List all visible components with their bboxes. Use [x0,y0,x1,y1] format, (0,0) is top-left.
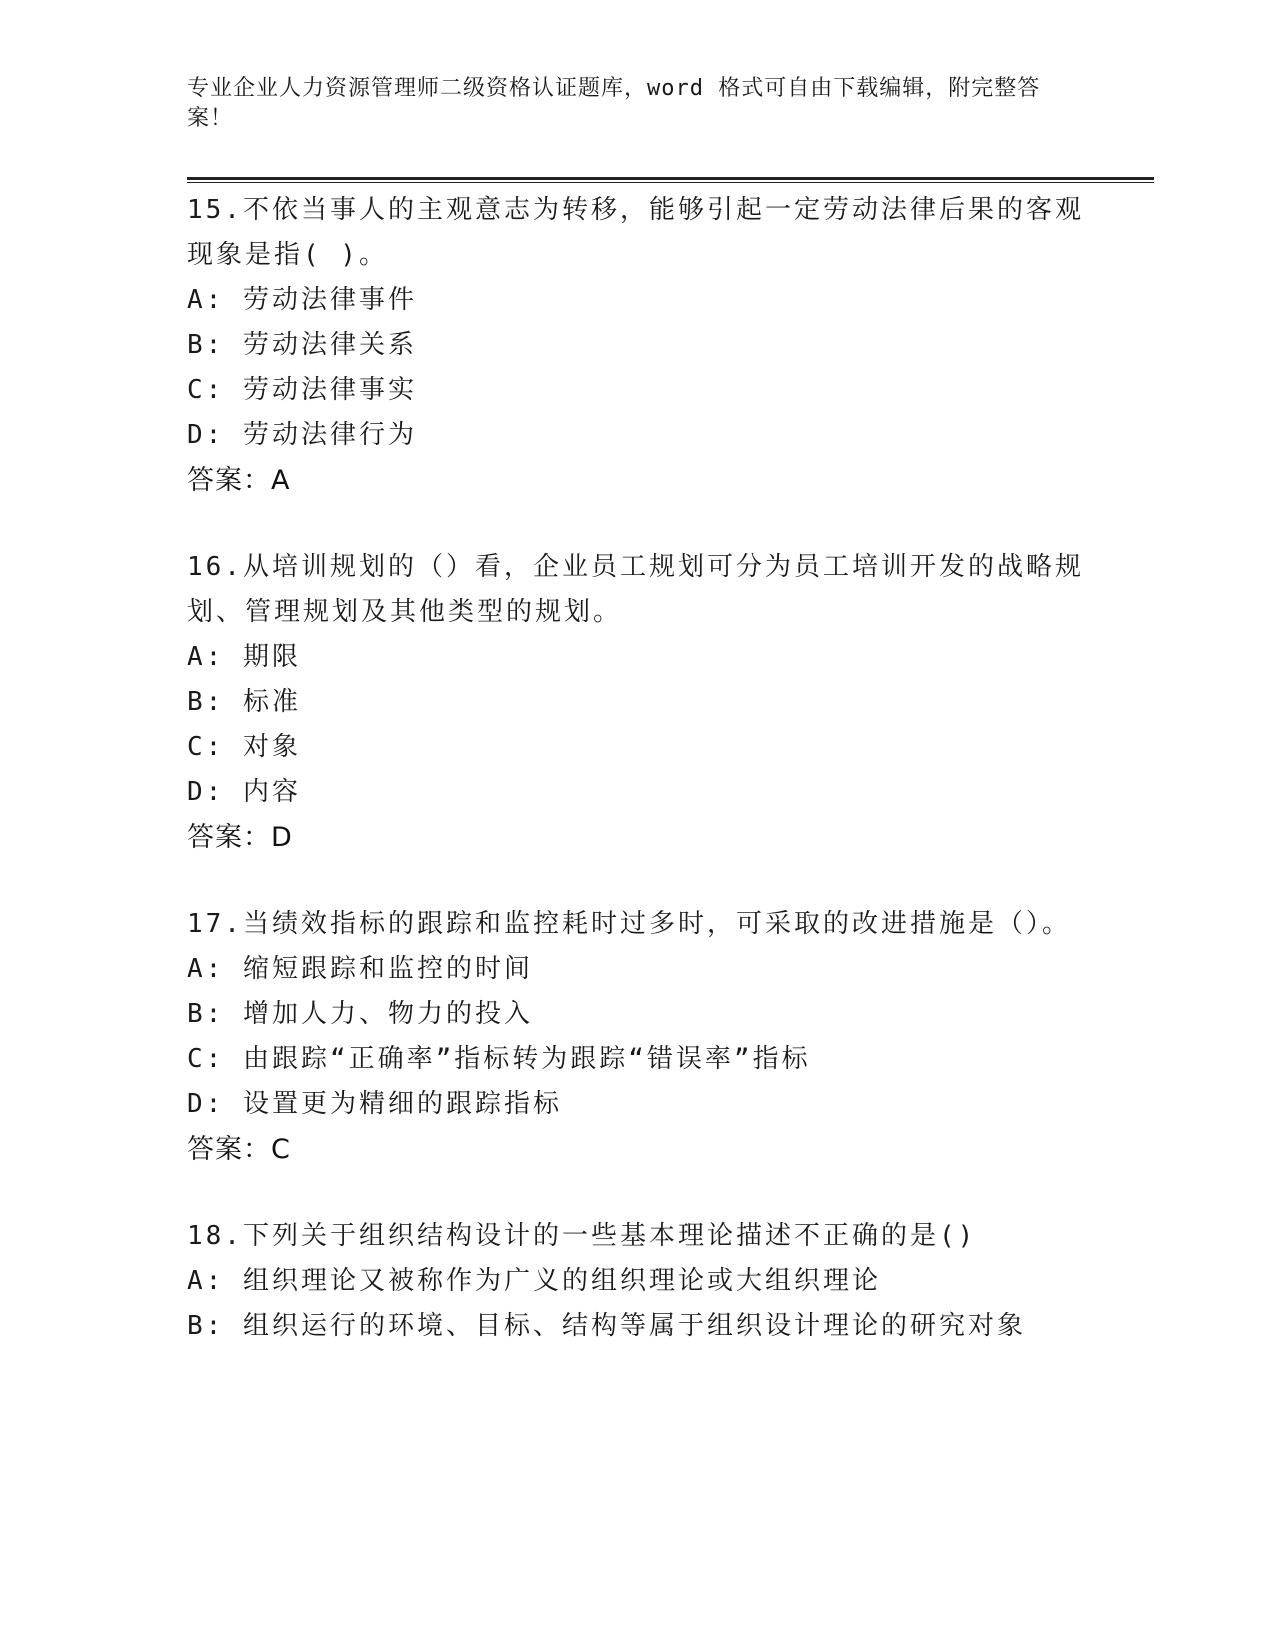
option-b: B: 劳动法律关系 [187,330,417,360]
option-c: C: 劳动法律事实 [187,375,417,405]
option-d: D: 设置更为精细的跟踪指标 [187,1089,562,1119]
option-c: C: 由跟踪“正确率”指标转为跟踪“错误率”指标 [187,1044,811,1074]
option-a: A: 组织理论又被称作为广义的组织理论或大组织理论 [187,1266,881,1296]
option-c: C: 对象 [187,732,301,762]
question-16 [187,545,1087,860]
question-15 [187,188,1087,503]
answer-line: 答案：C [187,1134,291,1165]
question-stem: 15.不依当事人的主观意志为转移，能够引起一定劳动法律后果的客观现象是指( )。 [187,195,1084,270]
option-a: A: 劳动法律事件 [187,285,417,315]
question-stem: 17.当绩效指标的跟踪和监控耗时过多时，可采取的改进措施是（）。 [187,909,1071,939]
header-divider-thin [187,182,1154,183]
question-18 [187,1214,1087,1349]
header-divider-thick [187,177,1154,180]
answer-line: 答案：D [187,822,293,853]
document-header: 专业企业人力资源管理师二级资格认证题库，word 格式可自由下载编辑，附完整答案！ [187,76,1041,131]
answer-line: 答案：A [187,465,291,496]
option-a: A: 期限 [187,642,301,672]
option-d: D: 内容 [187,777,301,807]
option-a: A: 缩短跟踪和监控的时间 [187,954,533,984]
option-b: B: 增加人力、物力的投入 [187,999,533,1029]
question-17 [187,902,1087,1172]
question-stem: 16.从培训规划的（）看，企业员工规划可分为员工培训开发的战略规划、管理规划及其他类型的规划。 [187,552,1084,627]
option-b: B: 标准 [187,687,301,717]
option-d: D: 劳动法律行为 [187,420,417,450]
question-list [187,188,1087,1391]
option-b: B: 组织运行的环境、目标、结构等属于组织设计理论的研究对象 [187,1311,1026,1341]
question-stem: 18.下列关于组织结构设计的一些基本理论描述不正确的是() [187,1221,977,1251]
